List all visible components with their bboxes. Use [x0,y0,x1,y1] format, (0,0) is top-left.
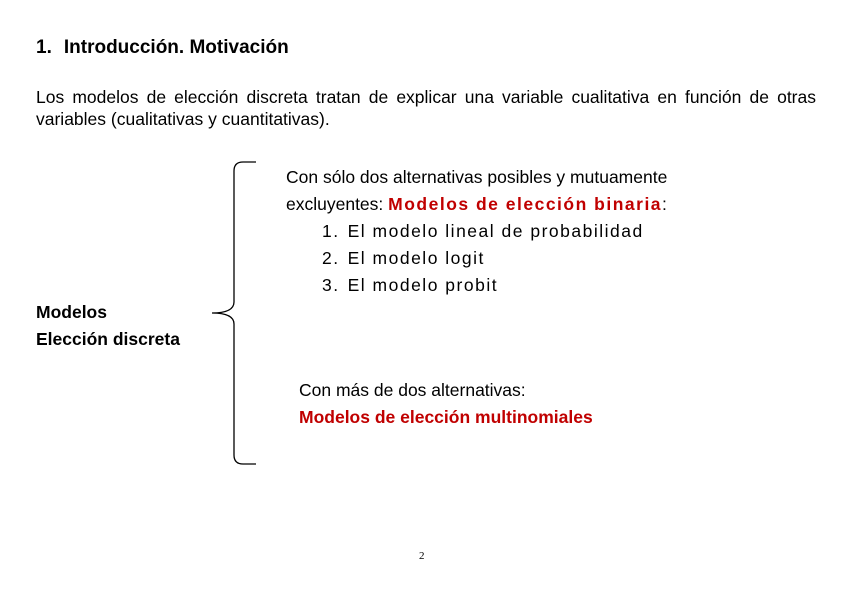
binary-prefix: excluyentes: [286,194,389,214]
list-item [322,218,667,245]
list-item [322,272,667,299]
binary-list [286,218,667,299]
page-number: 2 [419,550,425,562]
list-item-text: El modelo probit [347,275,499,295]
list-item-number: 2. [322,248,340,268]
multi-highlight: Modelos de elección multinomiales [299,407,593,427]
intro-paragraph: Los modelos de elección discreta tratan de explicar una variable cualitativa en función de otras variables (cualitativas y cuantitativas). [36,87,816,129]
section-title: Introducción. Motivación [63,37,289,58]
list-item-number: 1. [322,221,340,241]
binary-models-block [286,164,667,299]
models-label-line1: Modelos [36,302,107,322]
models-label [36,299,180,353]
curly-brace [210,160,260,466]
list-item-text: El modelo lineal de probabilidad [347,221,644,241]
binary-highlight: Modelos de elección binaria [388,194,663,214]
list-item-text: El modelo logit [347,248,485,268]
binary-suffix: : [662,194,667,214]
list-item-number: 3. [322,275,340,295]
models-label-line2: Elección discreta [36,329,180,349]
multinomial-models-block [299,377,593,431]
list-item [322,245,667,272]
section-number: 1. [36,37,52,58]
binary-line2 [286,191,667,218]
multi-line1: Con más de dos alternativas: [299,380,526,400]
binary-line1: Con sólo dos alternativas posibles y mutuamente [286,167,668,187]
section-heading [36,37,289,59]
